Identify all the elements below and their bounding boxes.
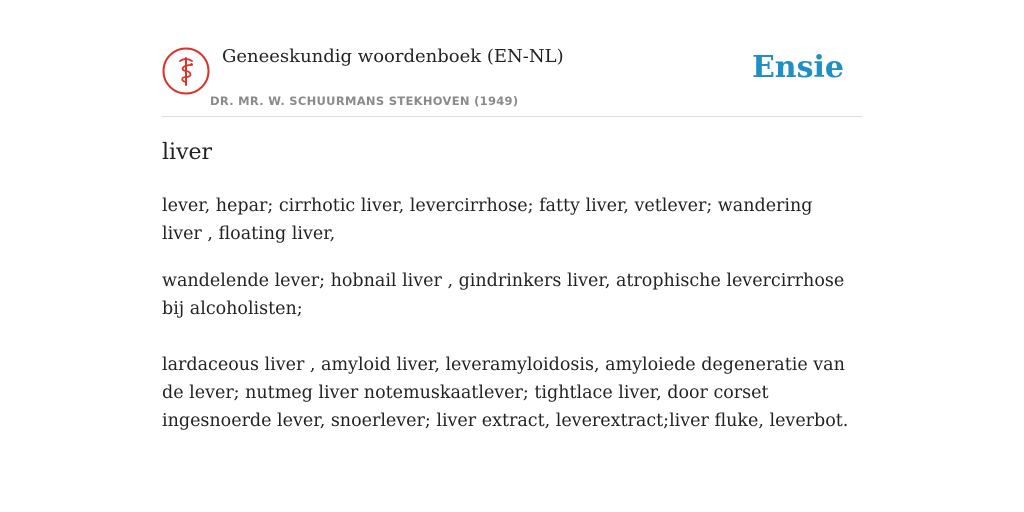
definition-paragraph: lever, hepar; cirrhotic liver, levercirrhose; fatty liver, vetlever; wandering liver , floating liver, — [162, 196, 813, 244]
definition-paragraph: wandelende lever; hobnail liver , gindrinkers liver, atrophische levercirrhose bij alcoholisten; — [162, 271, 845, 319]
entry-definition — [162, 192, 852, 435]
page-header — [162, 44, 862, 117]
dictionary-author: DR. MR. W. SCHUURMANS STEKHOVEN (1949) — [210, 94, 519, 108]
dictionary-title[interactable]: Geneeskundig woordenboek (EN-NL) — [222, 46, 564, 67]
definition-paragraph: lardaceous liver , amyloid liver, leveramyloidosis, amyloiede degeneratie van de lever; nutmeg liver notemuskaatlever; tightlace liver, door corset ingesnoerde lever, snoerlever; liver extract, leverextract;liver fluke, leverbot. — [162, 355, 849, 431]
ensie-logo-link[interactable]: Ensie — [751, 50, 844, 85]
entry-headword: liver — [162, 140, 213, 165]
caduceus-icon[interactable] — [162, 47, 210, 95]
